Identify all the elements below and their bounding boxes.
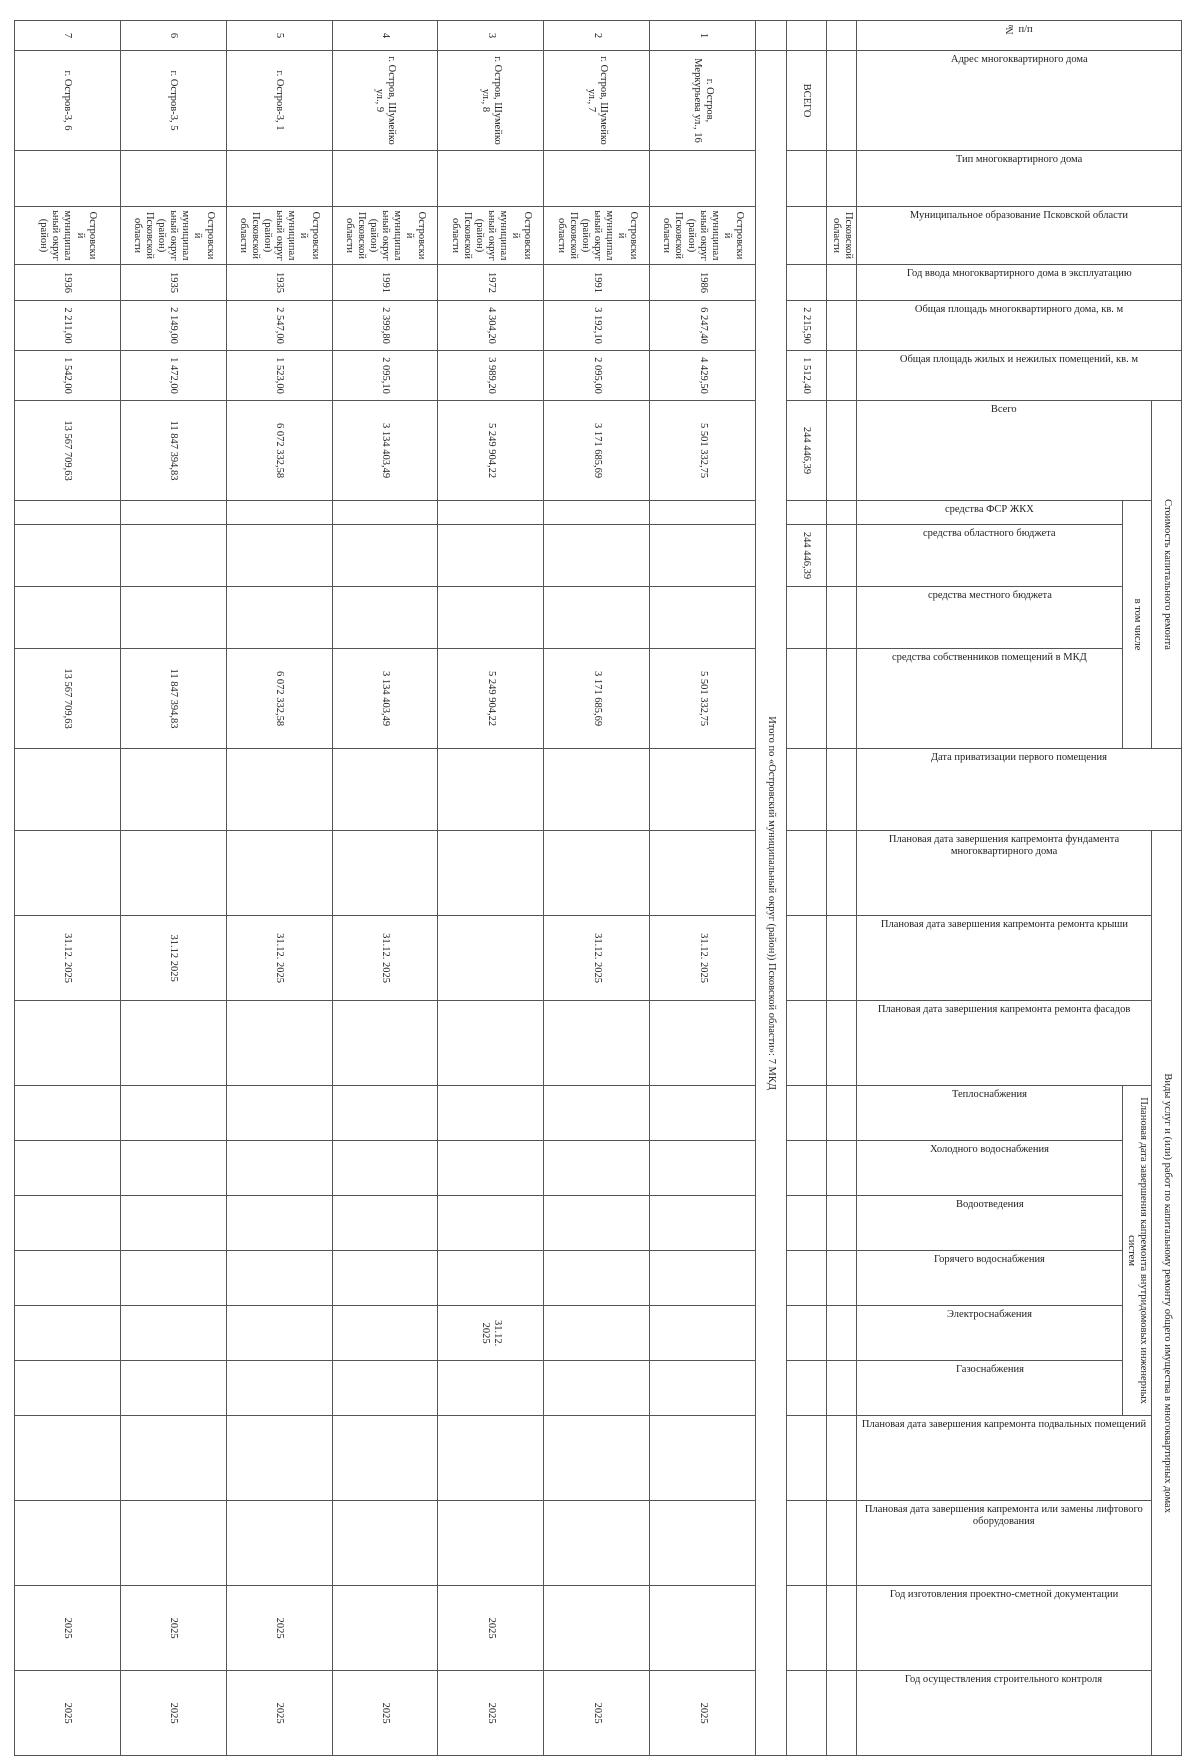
row-sewer: [438, 1196, 544, 1251]
row-facade: [332, 1001, 438, 1086]
row-facade: [438, 1001, 544, 1086]
row-owners: 5 249 904,22: [438, 649, 544, 749]
row-number: 6: [120, 21, 226, 51]
row-heat: [226, 1086, 332, 1141]
group-incl: в том числе: [1122, 501, 1151, 749]
cost-total-sum: 244 446,39: [786, 401, 827, 501]
row-foundation: [438, 831, 544, 916]
row-elevator: [650, 1501, 756, 1586]
row-roof: [438, 916, 544, 1001]
row-gas: [226, 1361, 332, 1416]
col-design-year: Год изготовления проектно-сметной документации: [856, 1586, 1151, 1671]
row-gas: [650, 1361, 756, 1416]
row-hot-water: [544, 1251, 650, 1306]
row-heat: [15, 1086, 121, 1141]
row-basement: [332, 1416, 438, 1501]
row-type: [650, 151, 756, 207]
row-fsr: [544, 501, 650, 525]
row-number: 4: [332, 21, 438, 51]
table-row: [544, 21, 650, 1756]
row-fsr: [332, 501, 438, 525]
row-total-area: 2 547,00: [226, 301, 332, 351]
row-gas: [332, 1361, 438, 1416]
row-privatization: [332, 749, 438, 831]
row-basement: [438, 1416, 544, 1501]
row-regional: [226, 525, 332, 587]
row-year-built: 1972: [438, 265, 544, 301]
row-hot-water: [226, 1251, 332, 1306]
row-design-year: [332, 1586, 438, 1671]
row-electric: [332, 1306, 438, 1361]
row-basement: [226, 1416, 332, 1501]
col-type: Тип многоквартирного дома: [856, 151, 1181, 207]
row-foundation: [650, 831, 756, 916]
row-total-area: 2 399,80: [332, 301, 438, 351]
table-row: [226, 21, 332, 1756]
row-hot-water: [438, 1251, 544, 1306]
row-facade: [650, 1001, 756, 1086]
row-type: [15, 151, 121, 207]
row-local: [544, 587, 650, 649]
col-cold-water: Холодного водоснабжения: [856, 1141, 1122, 1196]
row-heat: [332, 1086, 438, 1141]
col-regional: средства областного бюджета: [856, 525, 1122, 587]
row-premises-area: 2 095,10: [332, 351, 438, 401]
row-fsr: [438, 501, 544, 525]
row-hot-water: [332, 1251, 438, 1306]
row-electric: [226, 1306, 332, 1361]
row-address: г. Остров, Меркурьева ул., 16: [650, 51, 756, 151]
row-electric: [650, 1306, 756, 1361]
row-hot-water: [120, 1251, 226, 1306]
row-local: [332, 587, 438, 649]
row-premises-area: 1 542,00: [15, 351, 121, 401]
table-row: [15, 21, 121, 1756]
col-cost-total: Всего: [856, 401, 1151, 501]
col-gas: Газоснабжения: [856, 1361, 1122, 1416]
row-elevator: [15, 1501, 121, 1586]
row-cost-total: 6 072 332,58: [226, 401, 332, 501]
row-elevator: [544, 1501, 650, 1586]
row-foundation: [544, 831, 650, 916]
row-basement: [15, 1416, 121, 1501]
col-num: № п/п: [856, 21, 1181, 51]
row-facade: [544, 1001, 650, 1086]
col-local: средства местного бюджета: [856, 587, 1122, 649]
rotated-page: [14, 20, 1182, 1724]
col-electric: Электроснабжения: [856, 1306, 1122, 1361]
table-row: [650, 21, 756, 1756]
row-sewer: [544, 1196, 650, 1251]
row-owners: 6 072 332,58: [226, 649, 332, 749]
row-address: г. Остров-3, 6: [15, 51, 121, 151]
group-works: Виды услуг и (или) работ по капитальному ремонту общего имущества в многоквартирных домах: [1152, 831, 1182, 1756]
row-premises-area: 4 429,50: [650, 351, 756, 401]
col-facade: Плановая дата завершения капремонта ремонта фасадов: [856, 1001, 1151, 1086]
row-electric: 31.12. 2025: [438, 1306, 544, 1361]
row-sewer: [15, 1196, 121, 1251]
col-municipality: Муниципальное образование Псковской области: [856, 207, 1181, 265]
row-year-built: 1986: [650, 265, 756, 301]
row-year-built: 1936: [15, 265, 121, 301]
row-owners: 3 171 685,69: [544, 649, 650, 749]
row-type: [226, 151, 332, 207]
row-elevator: [120, 1501, 226, 1586]
row-privatization: [544, 749, 650, 831]
row-privatization: [120, 749, 226, 831]
row-facade: [226, 1001, 332, 1086]
col-hot-water: Горячего водоснабжения: [856, 1251, 1122, 1306]
group-engineering: Плановая дата завершения капремонта внутридомовых инженерных систем: [1122, 1086, 1151, 1416]
row-local: [226, 587, 332, 649]
row-type: [544, 151, 650, 207]
row-control-year: 2025: [332, 1671, 438, 1756]
row-control-year: 2025: [120, 1671, 226, 1756]
row-foundation: [226, 831, 332, 916]
row-address: г. Остров, Шумейко ул., 9: [332, 51, 438, 151]
row-cost-total: 13 567 709,63: [15, 401, 121, 501]
row-cold-water: [650, 1141, 756, 1196]
total-row: [786, 21, 827, 1756]
row-local: [650, 587, 756, 649]
row-fsr: [226, 501, 332, 525]
row-total-area: 3 192,10: [544, 301, 650, 351]
row-address: г. Остров-3, 1: [226, 51, 332, 151]
row-type: [438, 151, 544, 207]
row-heat: [544, 1086, 650, 1141]
row-cold-water: [332, 1141, 438, 1196]
row-regional: [332, 525, 438, 587]
row-basement: [120, 1416, 226, 1501]
capital-repair-register-table: [14, 20, 1182, 1756]
col-elevator: Плановая дата завершения капремонта или замены лифтового оборудования: [856, 1501, 1151, 1586]
row-sewer: [332, 1196, 438, 1251]
col-owners: средства собственников помещений в МКД: [856, 649, 1122, 749]
col-control-year: Год осуществления строительного контроля: [856, 1671, 1151, 1756]
row-premises-area: 2 095,00: [544, 351, 650, 401]
row-gas: [15, 1361, 121, 1416]
row-heat: [438, 1086, 544, 1141]
row-gas: [438, 1361, 544, 1416]
row-cold-water: [544, 1141, 650, 1196]
row-control-year: 2025: [544, 1671, 650, 1756]
row-local: [438, 587, 544, 649]
row-premises-area: 1 523,00: [226, 351, 332, 401]
row-basement: [650, 1416, 756, 1501]
row-control-year: 2025: [650, 1671, 756, 1756]
row-sewer: [226, 1196, 332, 1251]
total-area-sum: 2 215,90: [786, 301, 827, 351]
row-municipality: Островский муниципальный округ (район) Псковской области: [332, 207, 438, 265]
row-owners: 5 501 332,75: [650, 649, 756, 749]
col-fsr: средства ФСР ЖКХ: [856, 501, 1122, 525]
row-cost-total: 5 249 904,22: [438, 401, 544, 501]
row-roof: 31.12 2025: [120, 916, 226, 1001]
row-premises-area: 1 472,00: [120, 351, 226, 401]
row-fsr: [15, 501, 121, 525]
row-cold-water: [438, 1141, 544, 1196]
row-owners: 3 134 403,49: [332, 649, 438, 749]
row-regional: [438, 525, 544, 587]
table-row: [120, 21, 226, 1756]
col-address: Адрес многоквартирного дома: [856, 51, 1181, 151]
row-sewer: [650, 1196, 756, 1251]
row-foundation: [15, 831, 121, 916]
row-elevator: [438, 1501, 544, 1586]
row-cost-total: 11 847 394,83: [120, 401, 226, 501]
row-fsr: [650, 501, 756, 525]
row-control-year: 2025: [226, 1671, 332, 1756]
region-label: Псковской области: [827, 207, 857, 265]
row-roof: 31.12. 2025: [650, 916, 756, 1001]
row-electric: [120, 1306, 226, 1361]
row-address: г. Остров, Шумейко ул., 7: [544, 51, 650, 151]
district-label: Итого по «Островский муниципальный округ (район)) Псковской области»: 7 МКД: [755, 51, 786, 1756]
row-number: 5: [226, 21, 332, 51]
row-municipality: Островский муниципальный округ (район) Псковской области: [120, 207, 226, 265]
row-sewer: [120, 1196, 226, 1251]
row-total-area: 6 247,40: [650, 301, 756, 351]
row-cold-water: [15, 1141, 121, 1196]
row-facade: [15, 1001, 121, 1086]
row-privatization: [15, 749, 121, 831]
row-design-year: 2025: [226, 1586, 332, 1671]
row-municipality: Островский муниципальный округ (район) Псковской области: [226, 207, 332, 265]
row-year-built: 1991: [332, 265, 438, 301]
row-cost-total: 5 501 332,75: [650, 401, 756, 501]
row-number: 1: [650, 21, 756, 51]
col-roof: Плановая дата завершения капремонта ремонта крыши: [856, 916, 1151, 1001]
col-heat: Теплоснабжения: [856, 1086, 1122, 1141]
row-municipality: Островский муниципальный округ (район) Псковской области: [650, 207, 756, 265]
row-design-year: [650, 1586, 756, 1671]
row-electric: [544, 1306, 650, 1361]
row-address: г. Остров, Шумейко ул., 8: [438, 51, 544, 151]
row-regional: [650, 525, 756, 587]
row-roof: 31.12. 2025: [332, 916, 438, 1001]
row-municipality: Островский муниципальный округ (район): [15, 207, 121, 265]
row-foundation: [332, 831, 438, 916]
row-total-area: 2 149,00: [120, 301, 226, 351]
row-municipality: Островский муниципальный округ (район) Псковской области: [438, 207, 544, 265]
table-row: [332, 21, 438, 1756]
row-design-year: 2025: [120, 1586, 226, 1671]
row-roof: 31.12. 2025: [544, 916, 650, 1001]
row-total-area: 2 211,00: [15, 301, 121, 351]
row-local: [120, 587, 226, 649]
total-label: ВСЕГО: [786, 51, 827, 151]
row-owners: 13 567 709,63: [15, 649, 121, 749]
table-row: [438, 21, 544, 1756]
row-premises-area: 3 989,20: [438, 351, 544, 401]
row-basement: [544, 1416, 650, 1501]
row-owners: 11 847 394,83: [120, 649, 226, 749]
row-foundation: [120, 831, 226, 916]
row-cost-total: 3 134 403,49: [332, 401, 438, 501]
row-heat: [650, 1086, 756, 1141]
row-design-year: [544, 1586, 650, 1671]
row-type: [332, 151, 438, 207]
row-regional: [15, 525, 121, 587]
row-control-year: 2025: [15, 1671, 121, 1756]
regional-sum: 244 446,39: [786, 525, 827, 587]
col-premises-area: Общая площадь жилых и нежилых помещений, кв. м: [856, 351, 1181, 401]
row-cost-total: 3 171 685,69: [544, 401, 650, 501]
row-gas: [120, 1361, 226, 1416]
col-sewer: Водоотведения: [856, 1196, 1122, 1251]
row-cold-water: [120, 1141, 226, 1196]
row-fsr: [120, 501, 226, 525]
row-elevator: [226, 1501, 332, 1586]
col-year-built: Год ввода многоквартирного дома в эксплуатацию: [856, 265, 1181, 301]
row-control-year: 2025: [438, 1671, 544, 1756]
col-total-area: Общая площадь многоквартирного дома, кв. м: [856, 301, 1181, 351]
row-hot-water: [650, 1251, 756, 1306]
row-electric: [15, 1306, 121, 1361]
row-design-year: 2025: [15, 1586, 121, 1671]
row-privatization: [226, 749, 332, 831]
row-regional: [544, 525, 650, 587]
row-municipality: Островский муниципальный округ (район) Псковской области: [544, 207, 650, 265]
row-privatization: [438, 749, 544, 831]
row-year-built: 1991: [544, 265, 650, 301]
row-hot-water: [15, 1251, 121, 1306]
row-roof: 31.12. 2025: [226, 916, 332, 1001]
row-year-built: 1935: [226, 265, 332, 301]
row-elevator: [332, 1501, 438, 1586]
row-number: 7: [15, 21, 121, 51]
row-heat: [120, 1086, 226, 1141]
col-basement: Плановая дата завершения капремонта подвальных помещений: [856, 1416, 1151, 1501]
row-facade: [120, 1001, 226, 1086]
group-cost: Стоимость капитального ремонта: [1152, 401, 1182, 749]
col-privatization: Дата приватизации первого помещения: [856, 749, 1181, 831]
row-address: г. Остров-3, 5: [120, 51, 226, 151]
district-row: [755, 21, 786, 1756]
premises-area-sum: 1 512,40: [786, 351, 827, 401]
row-number: 3: [438, 21, 544, 51]
row-type: [120, 151, 226, 207]
row-roof: 31.12. 2025: [15, 916, 121, 1001]
row-cold-water: [226, 1141, 332, 1196]
row-gas: [544, 1361, 650, 1416]
row-number: 2: [544, 21, 650, 51]
row-privatization: [650, 749, 756, 831]
region-row: [827, 21, 857, 1756]
row-total-area: 4 304,20: [438, 301, 544, 351]
row-year-built: 1935: [120, 265, 226, 301]
row-design-year: 2025: [438, 1586, 544, 1671]
col-foundation: Плановая дата завершения капремонта фундамента многоквартирного дома: [856, 831, 1151, 916]
row-local: [15, 587, 121, 649]
row-regional: [120, 525, 226, 587]
